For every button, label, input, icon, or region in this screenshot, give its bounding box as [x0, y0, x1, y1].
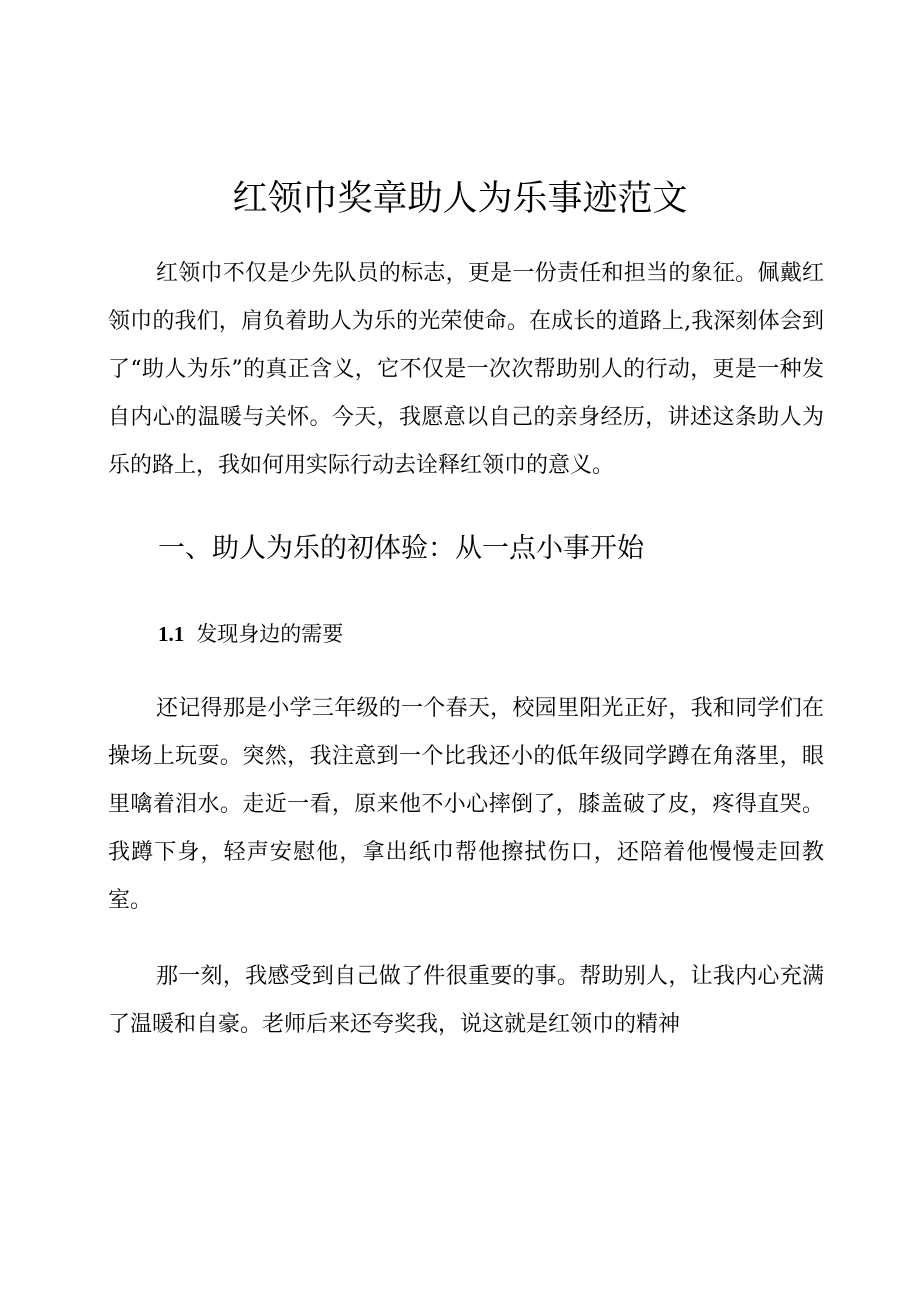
body-paragraph-1: 还记得那是小学三年级的一个春天，校园里阳光正好，我和同学们在操场上玩耍。突然，我注意到一个比我还小的低年级同学蹲在角落里，眼里噙着泪水。走近一看，原来他不小心摔倒了，膝盖破了皮，疼得直哭。我蹲下身，轻声安慰他，拿出纸巾帮他擦拭伤口，还陪着他慢慢走回教室。	[108, 696, 824, 913]
document-title: 红领巾奖章助人为乐事迹范文	[232, 179, 688, 219]
section-heading: 一、助人为乐的初体验：从一点小事开始	[158, 533, 644, 564]
subsection-number: 1.1	[158, 622, 185, 646]
subsection-heading	[158, 616, 343, 652]
intro-paragraph: 红领巾不仅是少先队员的标志，更是一份责任和担当的象征。佩戴红领巾的我们，肩负着助人为乐的光荣使命。在成长的道路上,我深刻体会到了“助人为乐”的真正含义，它不仅是一次次帮助别人的行动，更是一种发自内心的温暖与关怀。今天，我愿意以自己的亲身经历，讲述这条助人为乐的路上，我如何用实际行动去诠释红领巾的意义。	[108, 261, 824, 478]
body-paragraph-2: 那一刻，我感受到自己做了件很重要的事。帮助别人，让我内心充满了温暖和自豪。老师后来还夸奖我，说这就是红领巾的精神	[108, 964, 824, 1037]
subsection-title: 发现身边的需要	[196, 622, 344, 646]
